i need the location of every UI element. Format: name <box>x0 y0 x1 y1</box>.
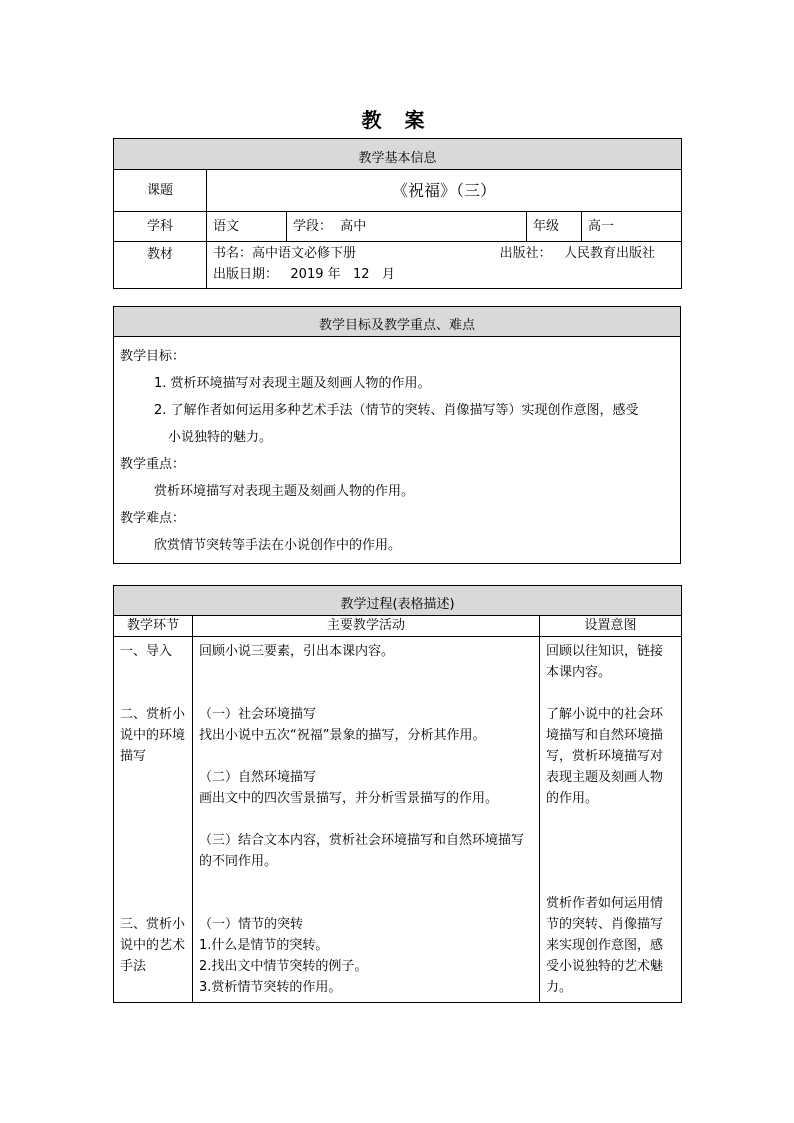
book-name: 书名：高中语文必修下册 <box>213 246 357 261</box>
activity-2-1: （一）社会环境描写 <box>199 707 317 722</box>
activity-3-1: （一）情节的突转 <box>199 917 304 932</box>
activity-2-2: 找出小说中五次“祝福”景象的描写，分析其作用。 <box>199 728 486 743</box>
stage-3: 三、赏析小说中的艺术手法 <box>120 917 186 974</box>
basic-info-header: 教学基本信息 <box>114 139 682 170</box>
objective-2-line2: 小说独特的魅力。 <box>168 430 273 445</box>
objectives-label: 教学目标： <box>120 349 186 364</box>
subject-value: 语文 <box>207 212 287 242</box>
stage-cell <box>114 637 193 1003</box>
activity-2-3: （二）自然环境描写 <box>199 770 317 785</box>
intent-2: 了解小说中的社会环境描写和自然环境描写，赏析环境描写对表现主题及刻画人物的作用。 <box>546 707 664 806</box>
stage-label: 学段： <box>293 219 333 234</box>
page-title: 教 案 <box>361 108 433 132</box>
process-table <box>113 585 682 1003</box>
topic-value: 《祝福》（三） <box>207 170 682 212</box>
activity-3-2: 1.什么是情节的突转。 <box>199 938 329 953</box>
goals-content <box>114 337 681 564</box>
key-label: 教学重点： <box>120 457 186 472</box>
activity-3-3: 2.找出文中情节突转的例子。 <box>199 959 368 974</box>
difficulty-label: 教学难点： <box>120 511 186 526</box>
intent-1: 回顾以往知识，链接本课内容。 <box>546 644 664 680</box>
activity-cell <box>193 637 540 1003</box>
activity-2-5: （三）结合文本内容，赏析社会环境描写和自然环境描写的不同作用。 <box>199 833 525 869</box>
goals-table <box>113 306 681 564</box>
activity-3-4: 3.赏析情节突转的作用。 <box>199 980 342 995</box>
process-header: 教学过程(表格描述) <box>114 586 682 616</box>
basic-info-table <box>113 138 682 289</box>
subject-label: 学科 <box>114 212 207 242</box>
objective-1: 1. 赏析环境描写对表现主题及刻画人物的作用。 <box>154 376 431 391</box>
topic-label: 课题 <box>114 170 207 212</box>
textbook-cell <box>207 242 682 289</box>
grade-label: 年级 <box>527 212 582 242</box>
objective-2-line1: 2. 了解作者如何运用多种艺术手法（情节的突转、肖像描写等）实现创作意图，感受 <box>154 403 639 418</box>
textbook-label: 教材 <box>114 242 207 289</box>
publish-date: 出版日期： 2019 年 12 月 <box>213 267 395 282</box>
stage-2: 二、赏析小说中的环境描写 <box>120 707 186 764</box>
stage-cell <box>287 212 527 242</box>
col-activity-header: 主要教学活动 <box>193 616 540 637</box>
activity-2-4: 画出文中的四次雪景描写，并分析雪景描写的作用。 <box>199 791 499 806</box>
col-intent-header: 设置意图 <box>540 616 682 637</box>
goals-header: 教学目标及教学重点、难点 <box>114 307 681 337</box>
difficulty-text: 欣赏情节突转等手法在小说创作中的作用。 <box>154 538 402 553</box>
grade-value: 高一 <box>582 212 682 242</box>
intent-3: 赏析作者如何运用情节的突转、肖像描写来实现创作意图，感受小说独特的艺术魅力。 <box>546 896 664 995</box>
key-text: 赏析环境描写对表现主题及刻画人物的作用。 <box>154 484 415 499</box>
stage-1: 一、导入 <box>120 644 173 659</box>
col-stage-header: 教学环节 <box>114 616 193 637</box>
stage-value: 高中 <box>340 219 367 234</box>
intent-cell <box>540 637 682 1003</box>
publisher: 出版社： 人民教育出版社 <box>499 246 656 261</box>
activity-1-1: 回顾小说三要素，引出本课内容。 <box>199 644 395 659</box>
